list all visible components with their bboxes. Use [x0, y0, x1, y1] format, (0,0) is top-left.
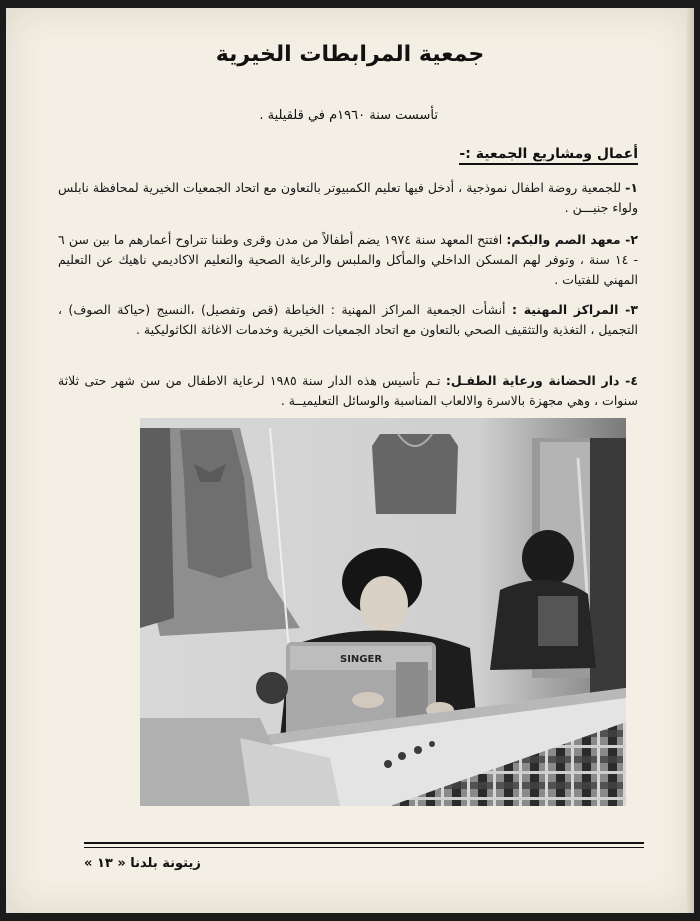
page-edge — [686, 8, 694, 913]
item-text: تـم تأسيس هذه الدار سنة ١٩٨٥ لرعاية الاطفال من سن شهر حتى ثلاثة سنوات ، وهي مجهزة بالاسرة والالعاب المناسبة والوسائل التعليميــة . — [58, 373, 638, 408]
footer-page-number: زيتونة بلدنا « ١٣ » — [84, 856, 201, 871]
document-page — [6, 8, 694, 913]
sewing-workshop-photo — [140, 418, 626, 806]
item-number: ٣- — [625, 302, 638, 317]
item-text: للجمعية روضة اطفال نموذجية ، أدخل فيها تعليم الكمبيوتر بالتعاون مع اتحاد الجمعيات الخيرية لمحافظة نابلس ولواء جنيـــن . — [58, 180, 638, 215]
founded-line: تأسست سنة ١٩٦٠م في قلقيلية . — [259, 108, 438, 123]
page-title: جمعية المرابطات الخيرية — [215, 42, 485, 67]
footer-rule-thin — [84, 847, 644, 848]
item-number: ١- — [625, 180, 638, 195]
section-heading: أعمال ومشاريع الجمعية :- — [459, 146, 638, 165]
list-item — [58, 178, 638, 218]
item-lead: المراكز المهنية : — [511, 302, 626, 317]
item-text: افتتح المعهد سنة ١٩٧٤ يضم أطفالاً من مدن وقرى وطننا تتراوح أعمارهم ما بين سن ٦ - ١٤ سنة ، وتوفر لهم المسكن الداخلي والمأكل والملبس والرعاية الصحية والتعليم الاكاديمي ناهيك عن التعليم المهني للفتيات . — [58, 232, 638, 287]
item-lead: معهد الصم والبكم: — [506, 232, 626, 247]
list-item — [58, 371, 638, 411]
list-item — [58, 230, 638, 290]
item-number: ٤- — [625, 373, 638, 388]
list-item — [58, 300, 638, 340]
item-lead: دار الحضانة ورعاية الطفـل: — [445, 373, 626, 388]
photo-illustration — [140, 418, 626, 806]
footer-rule — [84, 842, 644, 844]
item-text: أنشأت الجمعية المراكز المهنية : الخياطة (قص وتفصيل) ،النسيج (حياكة الصوف) ، التجميل ، التغذية والتثقيف الصحي بالتعاون مع اتحاد الجمعيات الخيرية وخدمات الاغاثة الكاثوليكية . — [58, 302, 638, 337]
machine-brand-label: SINGER — [340, 654, 383, 665]
item-number: ٢- — [625, 232, 639, 247]
